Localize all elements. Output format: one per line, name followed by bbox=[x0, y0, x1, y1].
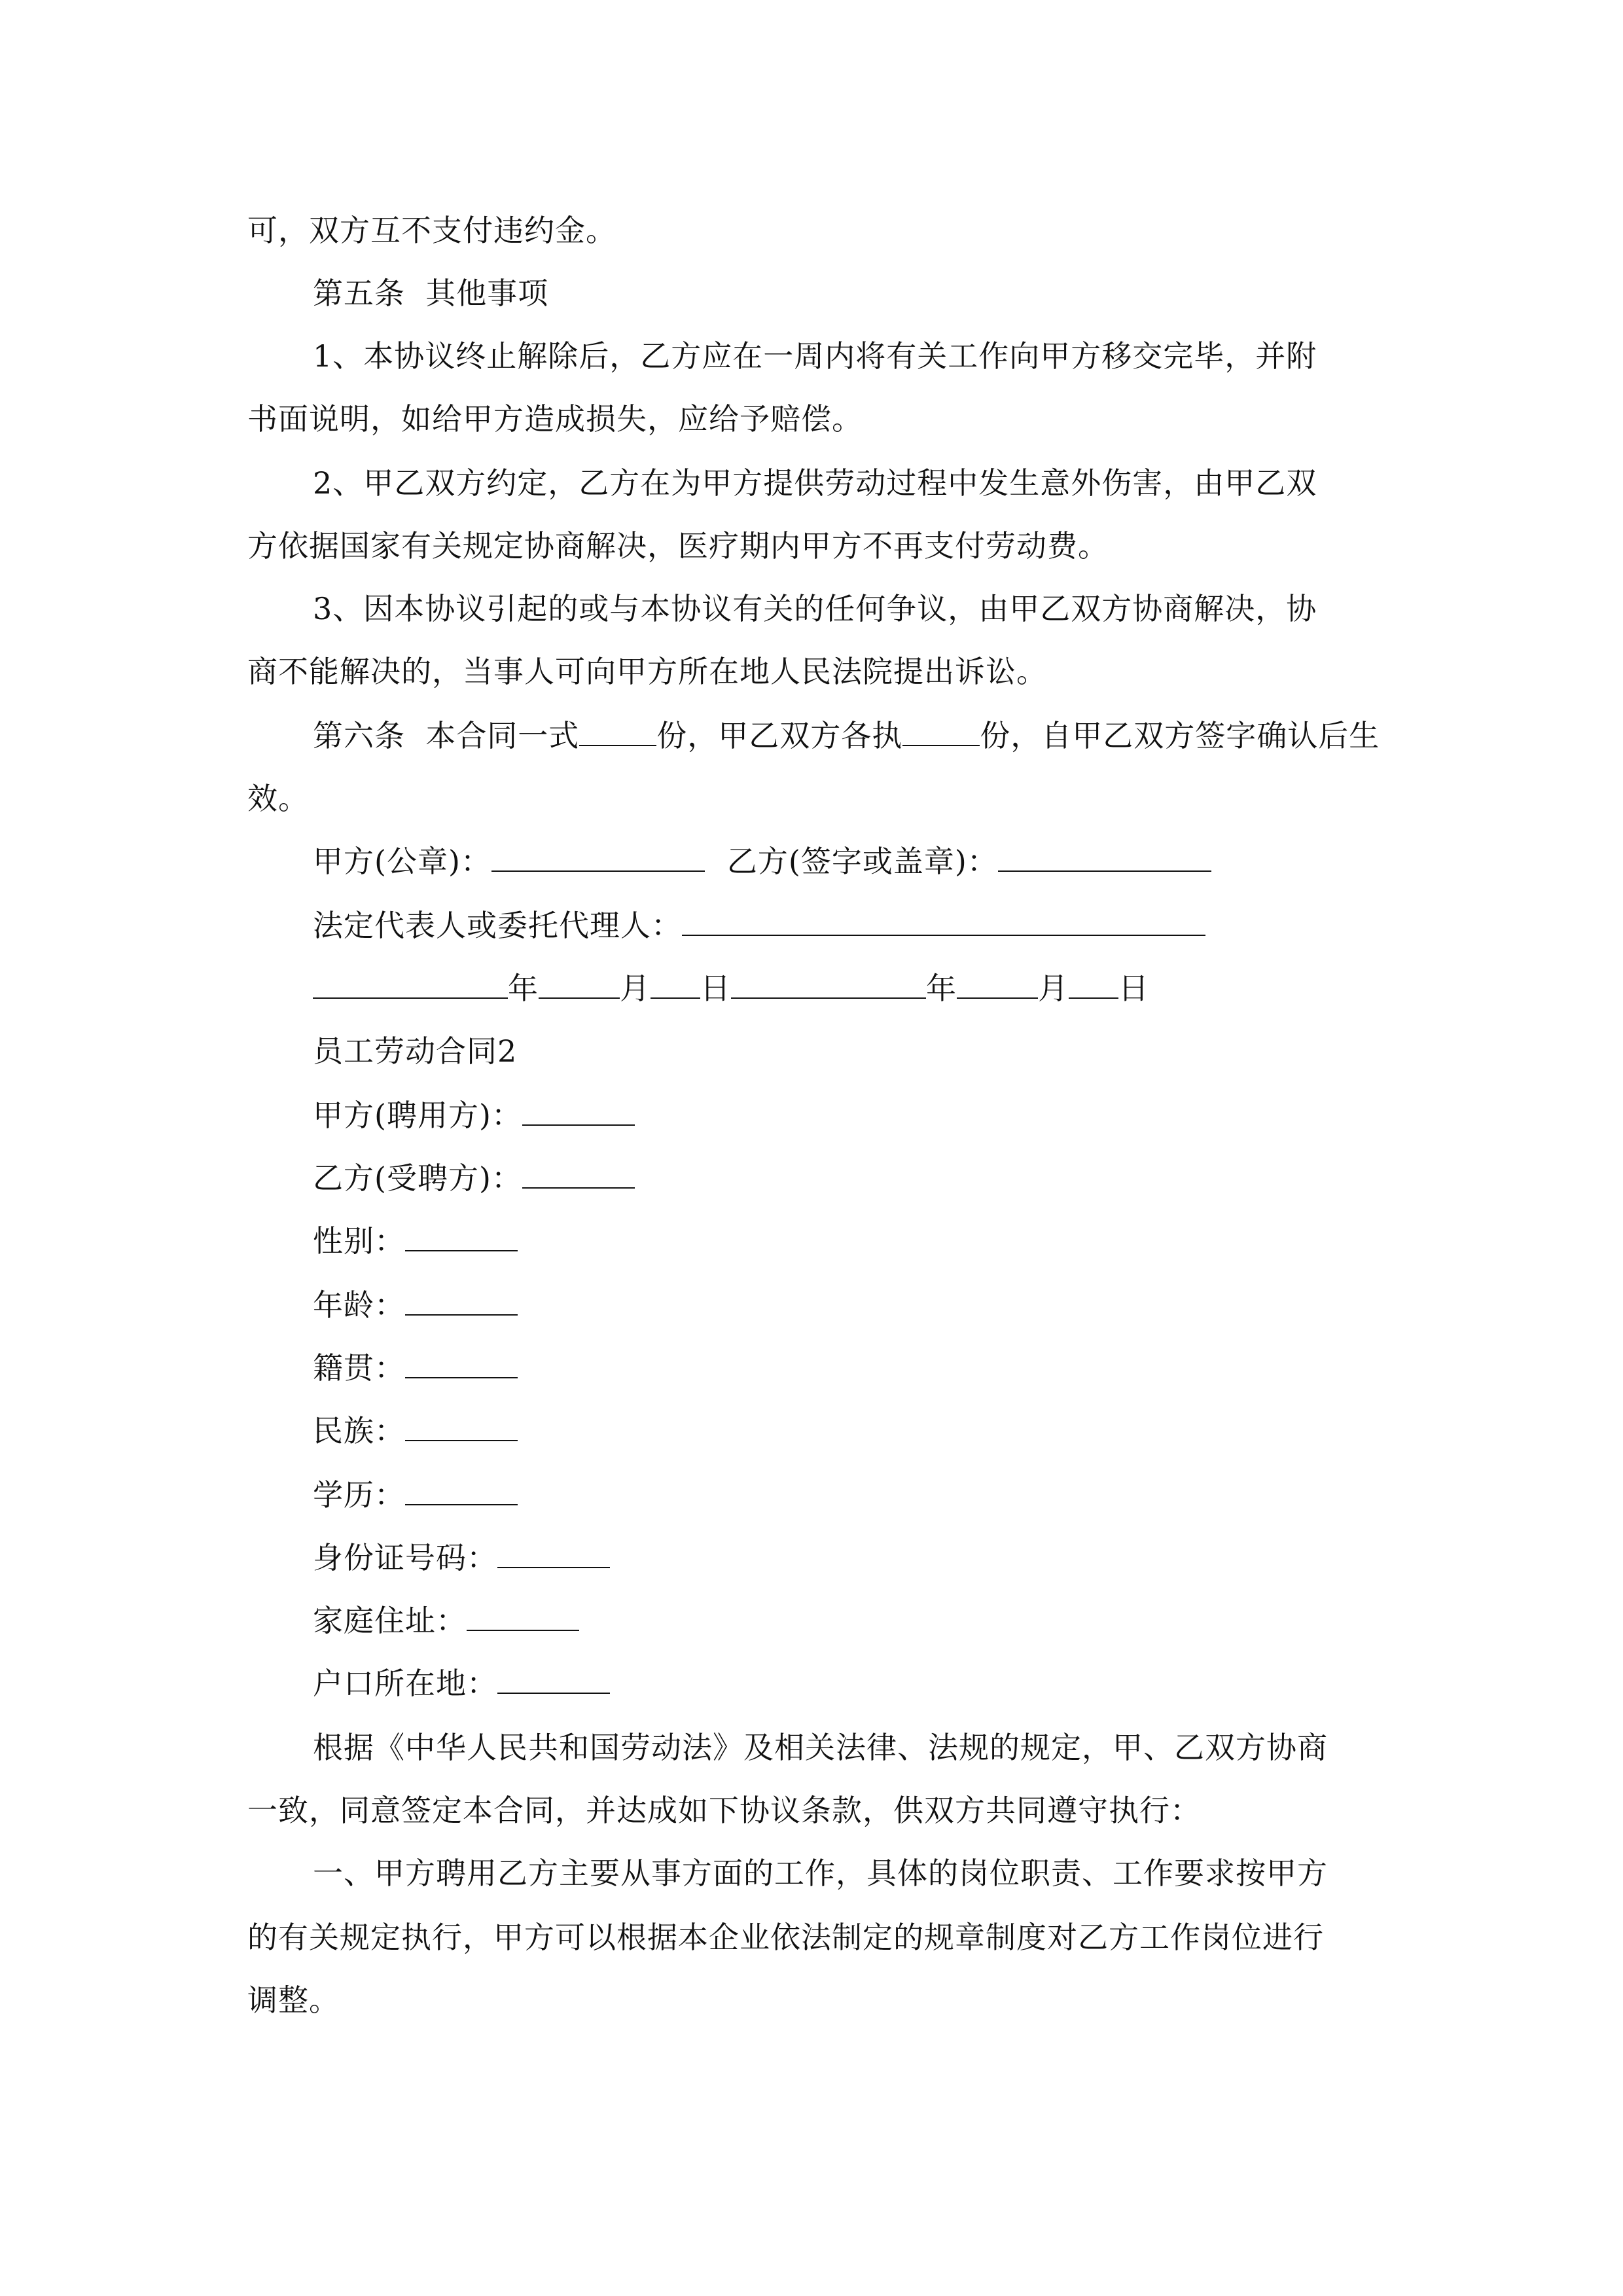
text-line: 1、本协议终止解除后，乙方应在一周内将有关工作向甲方移交完毕，并附 bbox=[313, 338, 1317, 374]
field-home-address bbox=[313, 1601, 579, 1640]
text-line: 根据《中华人民共和国劳动法》及相关法律、法规的规定，甲、乙双方协商 bbox=[313, 1730, 1328, 1765]
day-blank-1[interactable] bbox=[651, 969, 700, 999]
party-a-seal-blank[interactable] bbox=[491, 842, 705, 872]
field-id-number bbox=[313, 1538, 610, 1577]
field-gender bbox=[313, 1221, 518, 1261]
field-blank[interactable] bbox=[522, 1096, 635, 1126]
year-blank-2[interactable] bbox=[731, 969, 926, 999]
field-label: 性别： bbox=[313, 1223, 405, 1259]
text-line: 效。 bbox=[247, 781, 309, 816]
field-native-place bbox=[313, 1348, 518, 1388]
contract-title: 员工劳动合同2 bbox=[313, 1033, 518, 1069]
section-heading: 第五条 其他事项 bbox=[313, 276, 549, 311]
field-blank[interactable] bbox=[405, 1348, 518, 1378]
month-label-2: 月 bbox=[1038, 971, 1069, 1006]
blank-copies-total[interactable] bbox=[579, 716, 656, 746]
field-label: 甲方(聘用方)： bbox=[313, 1098, 522, 1133]
text-line: 书面说明，如给甲方造成损失，应给予赔偿。 bbox=[247, 401, 863, 437]
month-blank-1[interactable] bbox=[539, 969, 620, 999]
field-label: 籍贯： bbox=[313, 1350, 405, 1386]
field-blank[interactable] bbox=[405, 1411, 518, 1441]
day-label-1: 日 bbox=[700, 971, 731, 1006]
field-party-b bbox=[313, 1158, 635, 1198]
field-age bbox=[313, 1285, 518, 1325]
text-line-copies bbox=[313, 716, 1380, 755]
field-blank[interactable] bbox=[497, 1664, 610, 1694]
representative-blank[interactable] bbox=[682, 906, 1205, 936]
day-blank-2[interactable] bbox=[1069, 969, 1118, 999]
field-household-registration bbox=[313, 1664, 610, 1703]
year-label-1: 年 bbox=[508, 971, 539, 1006]
party-a-seal-label: 甲方(公章)： bbox=[313, 844, 491, 879]
field-label: 民族： bbox=[313, 1413, 405, 1448]
field-education bbox=[313, 1475, 518, 1515]
representative-label: 法定代表人或委托代理人： bbox=[313, 908, 682, 943]
signature-line-parties bbox=[313, 842, 1211, 881]
field-label: 年龄： bbox=[313, 1287, 405, 1323]
day-label-2: 日 bbox=[1118, 971, 1149, 1006]
party-b-sign-label: 乙方(签字或盖章)： bbox=[726, 844, 998, 879]
text-line: 商不能解决的，当事人可向甲方所在地人民法院提出诉讼。 bbox=[247, 654, 1047, 689]
text-segment: 份，自甲乙双方签字确认后生 bbox=[980, 718, 1380, 753]
field-blank[interactable] bbox=[497, 1538, 610, 1568]
text-line: 一致，同意签定本合同，并达成如下协议条款，供双方共同遵守执行： bbox=[247, 1793, 1201, 1828]
field-blank[interactable] bbox=[405, 1285, 518, 1316]
text-segment: 份，甲乙双方各执 bbox=[656, 718, 903, 753]
text-line: 方依据国家有关规定协商解决，医疗期内甲方不再支付劳动费。 bbox=[247, 528, 1109, 564]
text-segment: 第六条 本合同一式 bbox=[313, 718, 580, 753]
date-line bbox=[313, 969, 1149, 1008]
signature-line-representative bbox=[313, 906, 1205, 945]
text-line: 的有关规定执行，甲方可以根据本企业依法制定的规章制度对乙方工作岗位进行 bbox=[247, 1920, 1324, 1955]
field-blank[interactable] bbox=[405, 1221, 518, 1251]
field-label: 学历： bbox=[313, 1477, 405, 1513]
text-line: 3、因本协议引起的或与本协议有关的任何争议，由甲乙双方协商解决，协 bbox=[313, 591, 1317, 626]
text-line: 一、甲方聘用乙方主要从事方面的工作，具体的岗位职责、工作要求按甲方 bbox=[313, 1856, 1328, 1891]
party-b-sign-blank[interactable] bbox=[998, 842, 1211, 872]
field-label: 家庭住址： bbox=[313, 1603, 467, 1638]
field-blank[interactable] bbox=[467, 1601, 579, 1631]
year-blank-1[interactable] bbox=[313, 969, 508, 999]
field-blank[interactable] bbox=[522, 1158, 635, 1189]
field-label: 乙方(受聘方)： bbox=[313, 1160, 522, 1196]
year-label-2: 年 bbox=[926, 971, 957, 1006]
field-blank[interactable] bbox=[405, 1475, 518, 1505]
text-line: 可，双方互不支付违约金。 bbox=[247, 213, 616, 248]
field-label: 户口所在地： bbox=[313, 1666, 497, 1701]
month-label-1: 月 bbox=[620, 971, 651, 1006]
field-ethnicity bbox=[313, 1411, 518, 1450]
field-party-a bbox=[313, 1096, 635, 1135]
field-label: 身份证号码： bbox=[313, 1540, 497, 1575]
blank-copies-each[interactable] bbox=[902, 716, 980, 746]
text-line: 调整。 bbox=[247, 1982, 340, 2018]
month-blank-2[interactable] bbox=[957, 969, 1038, 999]
text-line: 2、甲乙双方约定，乙方在为甲方提供劳动过程中发生意外伤害，由甲乙双 bbox=[313, 465, 1317, 501]
